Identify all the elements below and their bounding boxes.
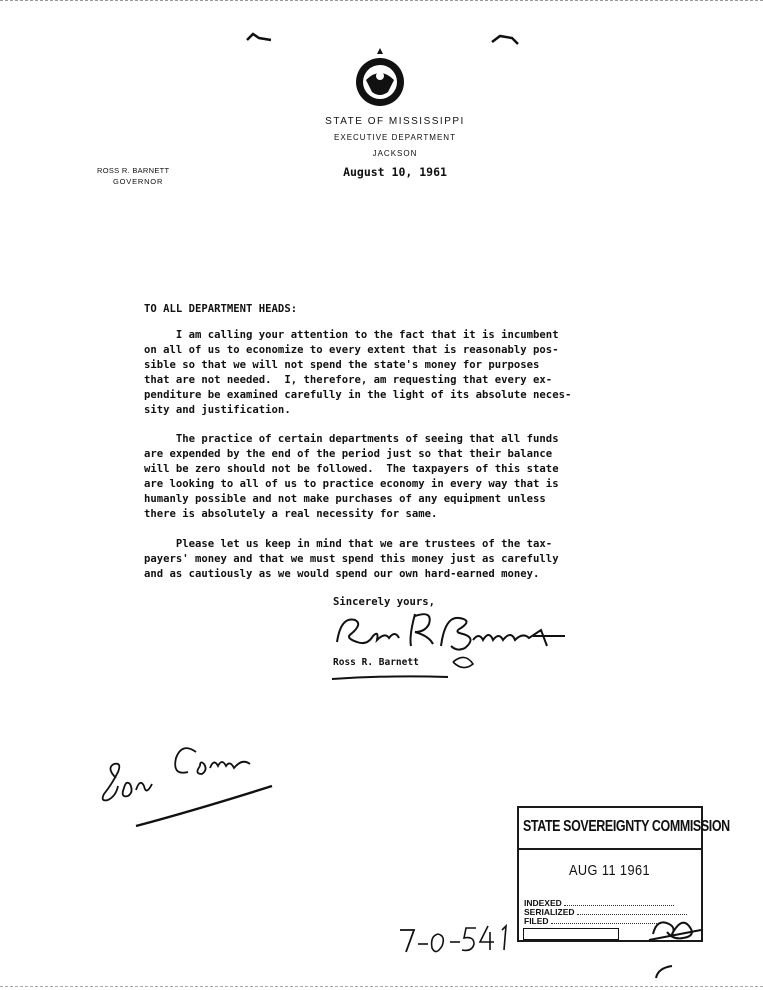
handwritten-note	[96, 738, 286, 832]
paragraph-1: I am calling your attention to the fact that it is incumbent on all of us to economize to every extent that is reasonably pos- sible so that we will not spend the state's money for purposes that are not needed. I, therefore, am requesting that every ex- penditure be examined carefully in the light of its absolute neces- sity and justification.	[144, 329, 572, 416]
closing: Sincerely yours,	[333, 596, 436, 608]
received-stamp	[517, 806, 730, 942]
stamp-date: AUG 11 1961	[569, 862, 650, 879]
letter-date: August 10, 1961	[343, 165, 447, 179]
stamp-box	[523, 928, 619, 940]
letterhead-state: STATE OF MISSISSIPPI	[325, 116, 465, 127]
photocopy-mark	[652, 962, 678, 982]
paragraph-2: The practice of certain departments of seeing that all funds are expended by the end of the period just so that their balance will be zero should not be followed. The taxpayers of this state are looking to all of us to practice economy in every way that is humanly possible and not make purchases of any equipment unless there is absolutely a real necessity for same.	[144, 433, 559, 520]
letterhead-department: EXECUTIVE DEPARTMENT	[334, 133, 456, 142]
letterhead-city: JACKSON	[372, 149, 418, 158]
stamp-scribble	[647, 910, 703, 944]
bottom-edge	[0, 986, 763, 987]
stamp-divider	[519, 848, 701, 850]
signature-underline	[330, 671, 450, 683]
stamp-indexed-label: INDEXED	[524, 898, 562, 908]
paragraph-3: Please let us keep in mind that we are trustees of the tax- payers' money and that we must spend this money just as carefully and as cautiously as we would spend our own hard-earned money.	[144, 538, 559, 580]
photocopy-mark	[490, 32, 520, 48]
stamp-serialized-label: SERIALIZED	[524, 907, 575, 917]
state-seal-icon	[352, 46, 408, 110]
stamp-filed-label: FILED	[524, 916, 549, 926]
stamp-title: STATE SOVEREIGNTY COMMISSION	[523, 818, 730, 835]
handwritten-file-number	[398, 922, 518, 958]
governor-name: ROSS R. BARNETT	[97, 166, 170, 175]
photocopy-mark	[245, 30, 275, 46]
top-edge	[0, 0, 763, 3]
governor-title: GOVERNOR	[113, 177, 164, 186]
salutation: TO ALL DEPARTMENT HEADS:	[144, 303, 298, 315]
signer-name: Ross R. Barnett	[333, 657, 419, 668]
